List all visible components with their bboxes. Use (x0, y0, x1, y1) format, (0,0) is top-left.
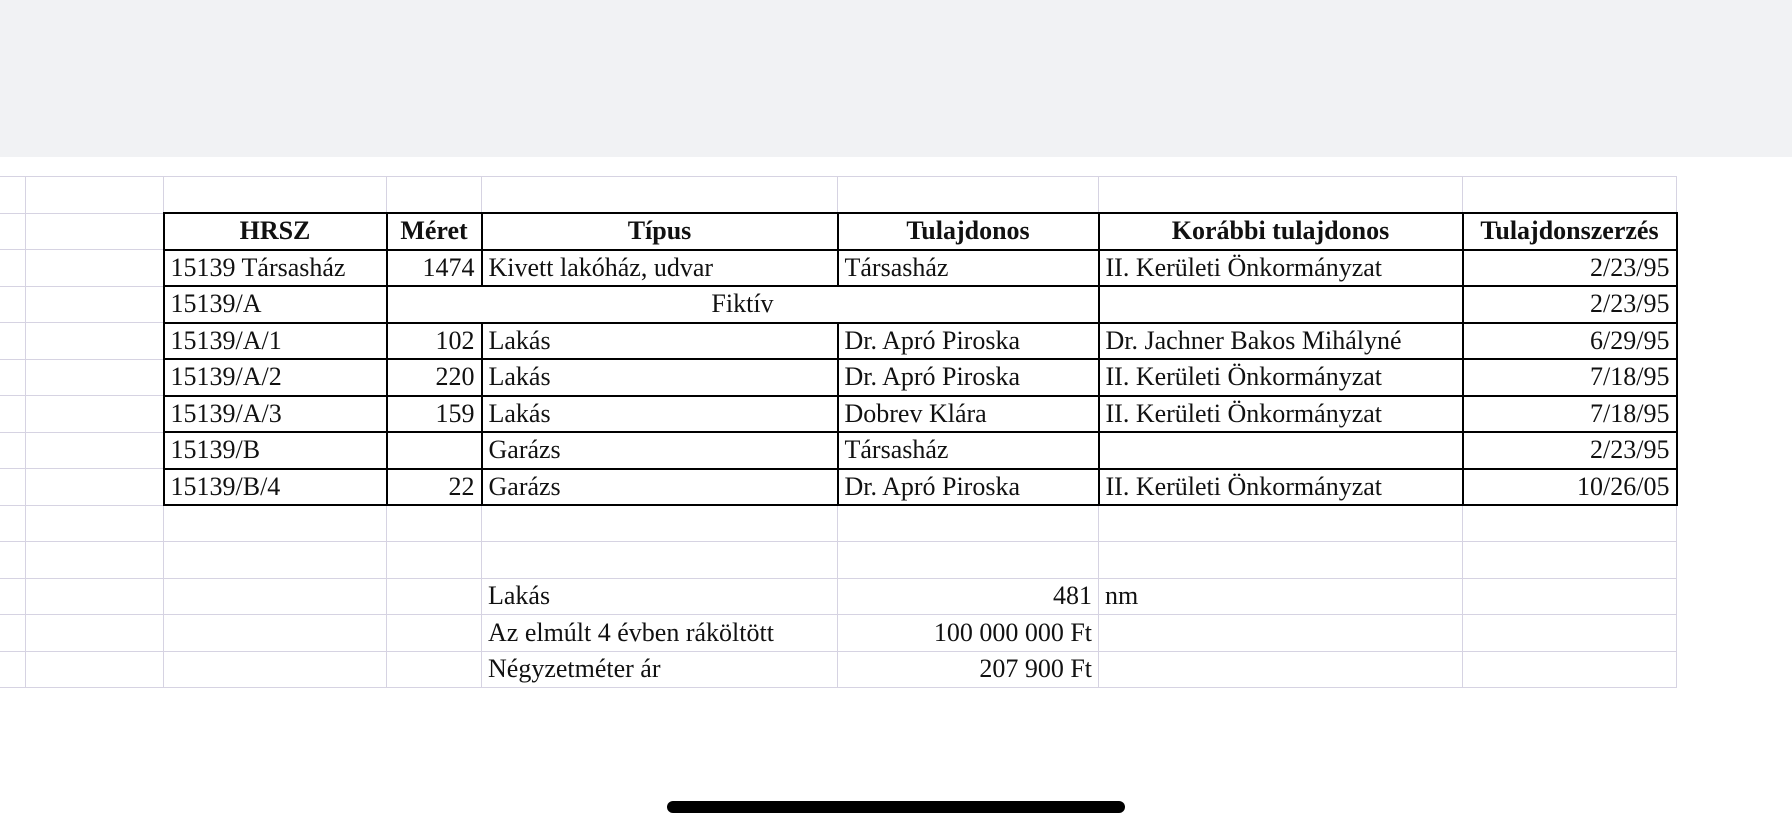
cell[interactable] (26, 213, 164, 250)
cell-tipus[interactable]: Lakás (482, 359, 838, 396)
cell[interactable] (26, 359, 164, 396)
cell[interactable] (26, 250, 164, 287)
cell-tulajdonos[interactable]: Társasház (838, 250, 1099, 287)
cell-tulajdonos[interactable]: Dobrev Klára (838, 396, 1099, 433)
empty-row (0, 542, 1677, 579)
cell-datum[interactable]: 2/23/95 (1463, 432, 1677, 469)
summary-value[interactable]: 481 (838, 578, 1099, 615)
cell[interactable] (1099, 542, 1463, 579)
table-row (0, 286, 1677, 323)
cell-datum[interactable]: 2/23/95 (1463, 286, 1677, 323)
cell[interactable] (26, 177, 164, 214)
cell[interactable] (26, 505, 164, 542)
cell-korabbi[interactable]: Dr. Jachner Bakos Mihályné (1099, 323, 1463, 360)
summary-value[interactable]: 100 000 000 Ft (838, 615, 1099, 652)
cell[interactable] (1463, 578, 1677, 615)
cell[interactable] (1463, 542, 1677, 579)
cell-korabbi[interactable]: II. Kerületi Önkormányzat (1099, 250, 1463, 287)
cell[interactable] (26, 432, 164, 469)
cell[interactable] (1099, 177, 1463, 214)
cell[interactable] (1463, 615, 1677, 652)
summary-unit[interactable] (1099, 651, 1463, 688)
cell[interactable] (26, 469, 164, 506)
header-hrsz[interactable]: HRSZ (164, 213, 387, 250)
table-row (0, 432, 1677, 469)
cell[interactable] (387, 578, 482, 615)
cell[interactable] (164, 505, 387, 542)
cell[interactable] (387, 542, 482, 579)
cell[interactable] (0, 505, 26, 542)
cell[interactable] (838, 542, 1099, 579)
cell[interactable] (838, 177, 1099, 214)
cell-korabbi[interactable]: II. Kerületi Önkormányzat (1099, 469, 1463, 506)
cell[interactable] (26, 286, 164, 323)
cell[interactable] (0, 432, 26, 469)
cell[interactable] (387, 505, 482, 542)
cell-tipus[interactable]: Lakás (482, 396, 838, 433)
cell[interactable] (164, 578, 387, 615)
spreadsheet-grid[interactable] (0, 176, 1792, 706)
cell[interactable] (1463, 505, 1677, 542)
cell-datum[interactable]: 6/29/95 (1463, 323, 1677, 360)
cell-meret[interactable]: 220 (387, 359, 482, 396)
cell-meret[interactable]: 22 (387, 469, 482, 506)
cell[interactable] (164, 542, 387, 579)
cell[interactable] (26, 542, 164, 579)
cell-meret[interactable]: 102 (387, 323, 482, 360)
cell-korabbi[interactable] (1099, 286, 1463, 323)
header-tipus[interactable]: Típus (482, 213, 838, 250)
cell[interactable] (1099, 505, 1463, 542)
cell-hrsz[interactable]: 15139/A/3 (164, 396, 387, 433)
cell[interactable] (482, 177, 838, 214)
header-tulajdonszerzes[interactable]: Tulajdonszerzés (1463, 213, 1677, 250)
sheet-table[interactable] (0, 176, 1678, 688)
header-row (0, 213, 1677, 250)
table-row (0, 396, 1677, 433)
cell-datum[interactable]: 7/18/95 (1463, 359, 1677, 396)
cell[interactable] (387, 177, 482, 214)
cell[interactable] (1463, 177, 1677, 214)
cell[interactable] (0, 359, 26, 396)
table-row (0, 323, 1677, 360)
cell-hrsz[interactable]: 15139/B/4 (164, 469, 387, 506)
cell-hrsz[interactable]: 15139/A/2 (164, 359, 387, 396)
cell[interactable] (0, 396, 26, 433)
app-toolbar-area (0, 0, 1792, 157)
cell[interactable] (838, 505, 1099, 542)
cell-merged-fiktiv[interactable]: Fiktív (387, 286, 1099, 323)
cell[interactable] (0, 542, 26, 579)
table-row (0, 250, 1677, 287)
cell-meret[interactable]: 1474 (387, 250, 482, 287)
cell-hrsz[interactable]: 15139 Társasház (164, 250, 387, 287)
cell[interactable] (164, 615, 387, 652)
summary-row (0, 578, 1677, 615)
cell[interactable] (387, 615, 482, 652)
cell[interactable] (26, 323, 164, 360)
cell-tipus[interactable]: Lakás (482, 323, 838, 360)
summary-row (0, 651, 1677, 688)
cell[interactable] (26, 578, 164, 615)
cell-korabbi[interactable]: II. Kerületi Önkormányzat (1099, 359, 1463, 396)
summary-row (0, 615, 1677, 652)
cell-tulajdonos[interactable]: Dr. Apró Piroska (838, 323, 1099, 360)
cell[interactable] (0, 651, 26, 688)
cell[interactable] (0, 250, 26, 287)
home-indicator (667, 801, 1125, 813)
cell-tulajdonos[interactable]: Dr. Apró Piroska (838, 469, 1099, 506)
cell-tipus[interactable]: Garázs (482, 432, 838, 469)
header-tulajdonos[interactable]: Tulajdonos (838, 213, 1099, 250)
cell-tipus[interactable]: Garázs (482, 469, 838, 506)
cell-datum[interactable]: 2/23/95 (1463, 250, 1677, 287)
cell-hrsz[interactable]: 15139/A/1 (164, 323, 387, 360)
cell[interactable] (482, 505, 838, 542)
empty-row (0, 505, 1677, 542)
cell[interactable] (0, 615, 26, 652)
cell-meret[interactable]: 159 (387, 396, 482, 433)
cell[interactable] (0, 286, 26, 323)
header-meret[interactable]: Méret (387, 213, 482, 250)
cell-hrsz[interactable]: 15139/B (164, 432, 387, 469)
table-row (0, 469, 1677, 506)
cell-korabbi[interactable]: II. Kerületi Önkormányzat (1099, 396, 1463, 433)
cell[interactable] (26, 396, 164, 433)
cell[interactable] (1463, 651, 1677, 688)
cell[interactable] (164, 177, 387, 214)
cell-tipus[interactable]: Kivett lakóház, udvar (482, 250, 838, 287)
cell-tulajdonos[interactable]: Dr. Apró Piroska (838, 359, 1099, 396)
summary-label[interactable]: Lakás (482, 578, 838, 615)
summary-unit[interactable]: nm (1099, 578, 1463, 615)
cell-datum[interactable]: 10/26/05 (1463, 469, 1677, 506)
header-korabbi-tulajdonos[interactable]: Korábbi tulajdonos (1099, 213, 1463, 250)
summary-value[interactable]: 207 900 Ft (838, 651, 1099, 688)
cell-datum[interactable]: 7/18/95 (1463, 396, 1677, 433)
empty-row (0, 177, 1677, 214)
summary-label[interactable]: Az elmúlt 4 évben ráköltött (482, 615, 838, 652)
summary-label[interactable]: Négyzetméter ár (482, 651, 838, 688)
cell-hrsz[interactable]: 15139/A (164, 286, 387, 323)
cell-korabbi[interactable] (1099, 432, 1463, 469)
table-row (0, 359, 1677, 396)
cell[interactable] (26, 615, 164, 652)
cell-meret[interactable] (387, 432, 482, 469)
cell[interactable] (0, 469, 26, 506)
cell[interactable] (164, 651, 387, 688)
cell[interactable] (0, 578, 26, 615)
cell[interactable] (0, 213, 26, 250)
cell-tulajdonos[interactable]: Társasház (838, 432, 1099, 469)
summary-unit[interactable] (1099, 615, 1463, 652)
cell[interactable] (482, 542, 838, 579)
cell[interactable] (26, 651, 164, 688)
cell[interactable] (0, 323, 26, 360)
cell[interactable] (387, 651, 482, 688)
cell[interactable] (0, 177, 26, 214)
